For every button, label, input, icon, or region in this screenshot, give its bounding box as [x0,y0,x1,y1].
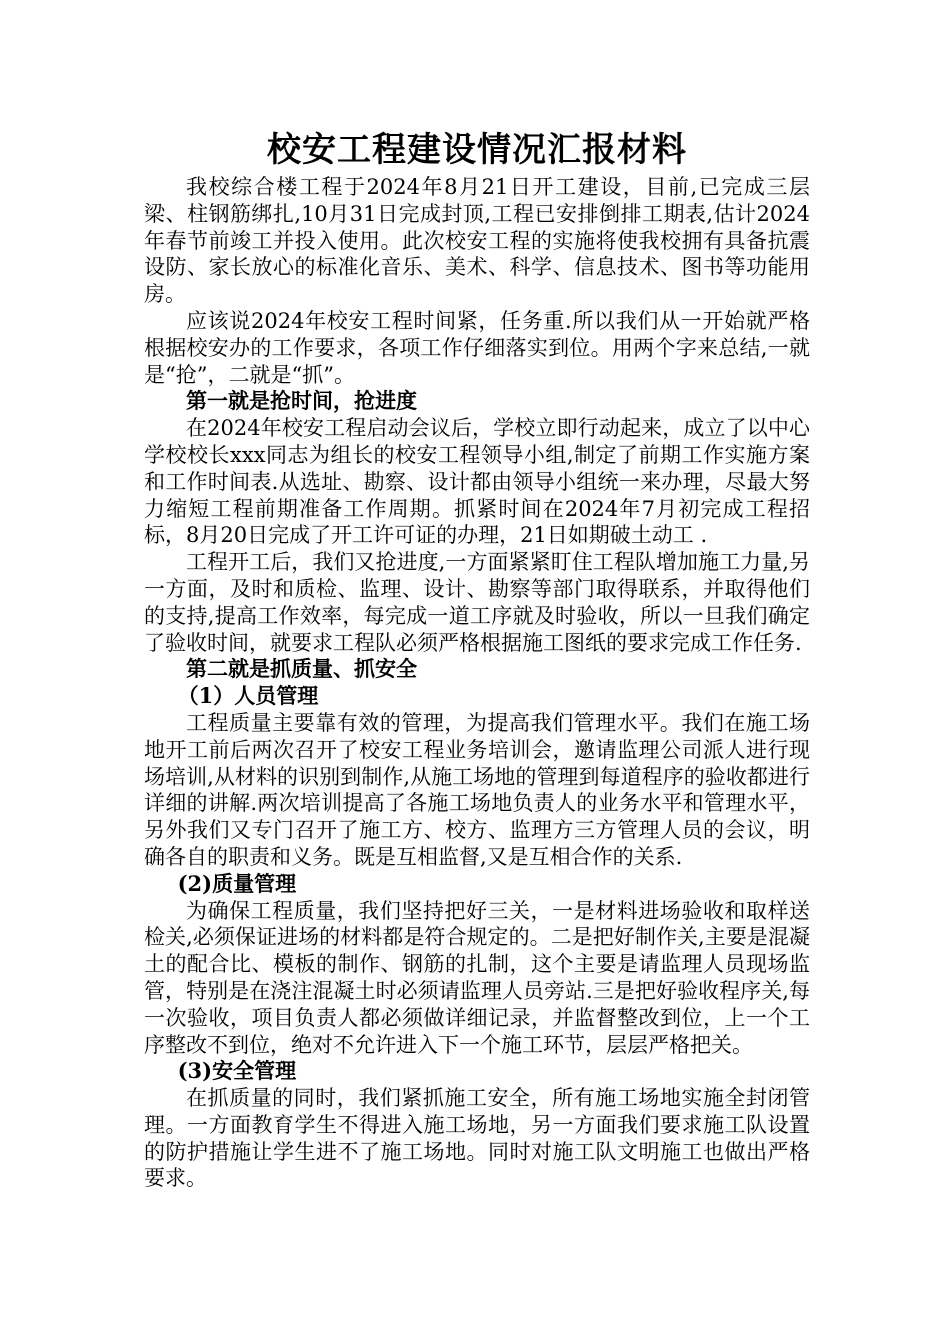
paragraph-6: 为确保工程质量，我们坚持把好三关，一是材料进场验收和取样送检关,必须保证进场的材料都是符合规定的。二是把好制作关,主要是混凝土的配合比、模板的制作、钢筋的扎制，这个主要是请监理人员现场监管，特别是在浇注混凝土时必须请监理人员旁站.三是把好验收程序关,每一次验收，项目负责人都必须做详细记录，并监督整改到位，上一个工序整改不到位，绝对不允许进入下一个施工环节，层层严格把关。 [144,898,810,1057]
paragraph-5: 工程质量主要靠有效的管理，为提高我们管理水平。我们在施工场地开工前后两次召开了校安工程业务培训会，邀请监理公司派人进行现场培训,从材料的识别到制作,从施工场地的管理到每道程序的验收都进行详细的讲解.两次培训提高了各施工场地负责人的业务水平和管理水平，另外我们又专门召开了施工方、校方、监理方三方管理人员的会议，明确各自的职责和义务。既是互相监督,又是互相合作的关系. [144,710,810,869]
paragraph-2: 应该说2024年校安工程时间紧，任务重.所以我们从一开始就严格根据校安办的工作要求，各项工作仔细落实到位。用两个字来总结,一就是“抢”，二就是“抓”。 [144,308,810,387]
document-title: 校安工程建设情况汇报材料 [267,130,687,170]
subheading-safety: (3)安全管理 [177,1058,297,1084]
paragraph-1: 我校综合楼工程于2024年8月21日开工建设，目前,已完成三层梁、柱钢筋绑扎,10月31日完成封顶,工程已安排倒排工期表,估计2024年春节前竣工并投入使用。此次校安工程的实施将使我校拥有具备抗震设防、家长放心的标准化音乐、美术、科学、信息技术、图书等功能用房。 [144,175,810,307]
section-heading-2: 第二就是抓质量、抓安全 [186,656,417,682]
section-heading-1: 第一就是抢时间，抢进度 [186,388,417,414]
paragraph-4: 工程开工后，我们又抢进度,一方面紧紧盯住工程队增加施工力量,另一方面，及时和质检、监理、设计、勘察等部门取得联系，并取得他们的支持,提高工作效率，每完成一道工序就及时验收，所以一旦我们确定了验收时间，就要求工程队必须严格根据施工图纸的要求完成工作任务. [144,550,810,655]
paragraph-3: 在2024年校安工程启动会议后，学校立即行动起来，成立了以中心学校校长xxx同志为组长的校安工程领导小组,制定了前期工作实施方案和工作时间表.从选址、勘察、设计都由领导小组统一来办理，尽最大努力缩短工程前期准备工作周期。抓紧时间在2024年7月初完成工程招标，8月20日完成了开工许可证的办理，21日如期破土动工 . [144,416,810,548]
paragraph-7: 在抓质量的同时，我们紧抓施工安全，所有施工场地实施全封闭管理。一方面教育学生不得进入施工场地，另一方面我们要求施工队设置的防护措施让学生进不了施工场地。同时对施工队文明施工也做出严格要求。 [144,1086,810,1191]
subheading-personnel: （1）人员管理 [177,683,319,709]
subheading-quality: (2)质量管理 [177,870,297,896]
